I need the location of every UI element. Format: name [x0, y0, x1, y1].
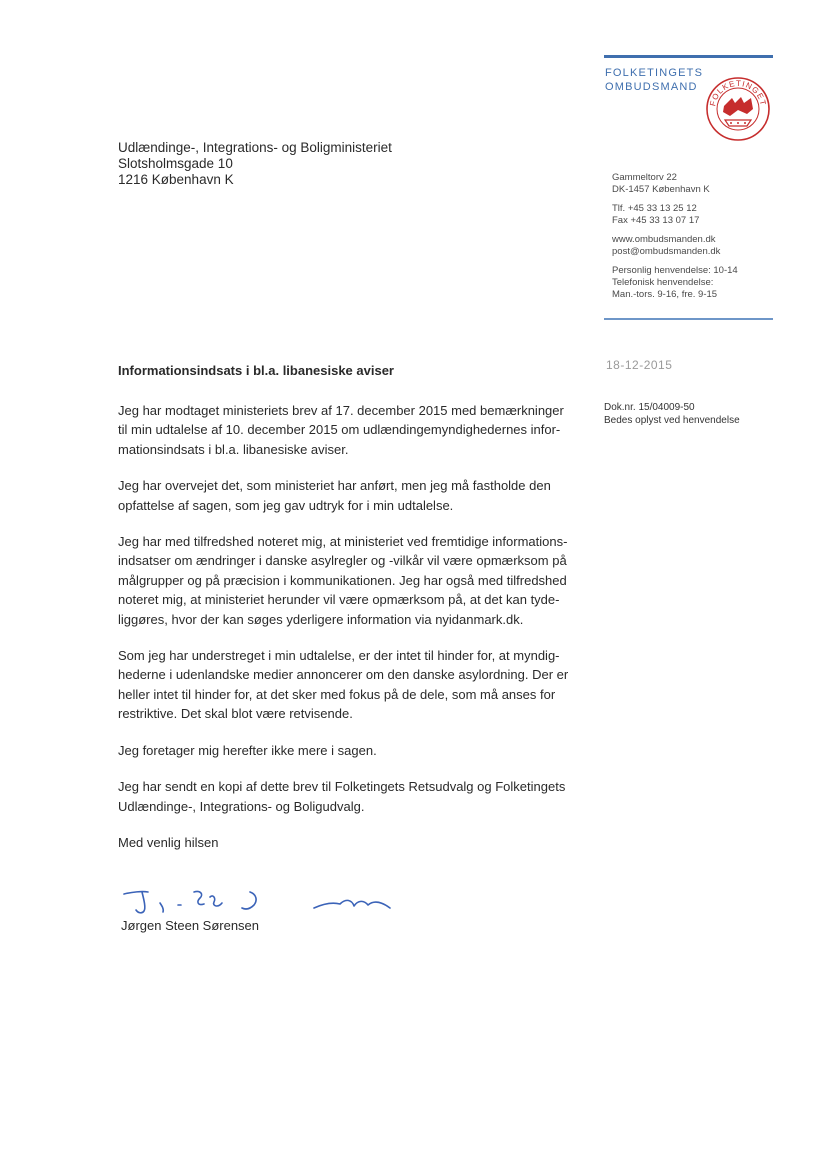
- contact-details: [612, 172, 738, 308]
- recipient-address: [118, 140, 392, 188]
- paragraph-line: Udlændinge-, Integrations- og Boligudvalg.: [118, 798, 365, 814]
- paragraph-6: [118, 777, 588, 816]
- document-number: Dok.nr. 15/04009-50: [604, 402, 695, 413]
- handwritten-signature: [118, 878, 408, 918]
- paragraph-line: Jeg har sendt en kopi af dette brev til Folketingets Retsudvalg og Folketingets: [118, 779, 566, 795]
- contact-hours-2: Telefonisk henvendelse:: [612, 277, 714, 288]
- contact-address-2: DK-1457 København K: [612, 184, 710, 195]
- paragraph-line: Jeg foretager mig herefter ikke mere i sagen.: [118, 742, 377, 758]
- paragraph-4: [118, 646, 588, 724]
- contact-rule: [604, 318, 773, 320]
- paragraph-line: opfattelse af sagen, som jeg gav udtryk for i min udtalelse.: [118, 497, 454, 513]
- org-line-1: FOLKETINGETS: [605, 67, 704, 79]
- closing: [118, 833, 588, 852]
- paragraph-line: målgrupper og på præcision i kommunikationen. Jeg har også med tilfredshed: [118, 572, 567, 588]
- paragraph-line: indsatser om ændringer i danske asylregler og -vilkår vil være opmærksom på: [118, 553, 567, 569]
- letter-body: [118, 401, 588, 869]
- paragraph-line: noteret mig, at ministeriet herunder vil være opmærksom på, at det kan tyde-: [118, 592, 560, 608]
- paragraph-line: Som jeg har understreget i min udtalelse, er der intet til hinder for, at myndig-: [118, 648, 560, 664]
- recipient-line-2: Slotsholmsgade 10: [118, 156, 233, 171]
- paragraph-line: liggøres, hvor der kan søges yderligere information via nyidanmark.dk.: [118, 611, 524, 627]
- contact-hours-1: Personlig henvendelse: 10-14: [612, 265, 738, 276]
- paragraph-line: hederne i udenlandske medier annoncerer om den danske asylordning. Der er: [118, 667, 569, 683]
- contact-email: post@ombudsmanden.dk: [612, 246, 721, 257]
- recipient-line-1: Udlændinge-, Integrations- og Boligministeriet: [118, 140, 392, 155]
- organization-name: [605, 66, 715, 94]
- paragraph-2: [118, 476, 588, 515]
- signer-name: Jørgen Steen Sørensen: [121, 918, 260, 933]
- contact-hours-3: Man.-tors. 9-16, fre. 9-15: [612, 289, 718, 300]
- recipient-line-3: 1216 København K: [118, 172, 234, 187]
- paragraph-line: Jeg har modtaget ministeriets brev af 17. december 2015 med bemærkninger: [118, 403, 564, 418]
- paragraph-line: til min udtalelse af 10. december 2015 om udlændingemyndighedernes infor-: [118, 422, 561, 438]
- paragraph-5: [118, 741, 588, 760]
- org-line-2: OMBUDSMAND: [605, 81, 698, 93]
- paragraph-line: restriktive. Det skal blot være retvisende.: [118, 706, 353, 722]
- contact-address-1: Gammeltorv 22: [612, 172, 677, 183]
- paragraph-line: mationsindsats i bl.a. libanesiske aviser.: [118, 441, 349, 457]
- letter-date: 18-12-2015: [606, 358, 673, 372]
- paragraph-1: [118, 401, 588, 459]
- contact-fax: Fax +45 33 13 07 17: [612, 215, 700, 226]
- paragraph-line: Jeg har overvejet det, som ministeriet har anført, men jeg må fastholde den: [118, 478, 551, 494]
- document-reference: [604, 401, 740, 427]
- header-rule: [604, 55, 773, 58]
- svg-text:FOLKETINGET: FOLKETINGET: [708, 78, 768, 107]
- contact-website: www.ombudsmanden.dk: [612, 234, 716, 245]
- paragraph-line: Jeg har med tilfredshed noteret mig, at ministeriet ved fremtidige informations-: [118, 534, 568, 550]
- letter-subject: Informationsindsats i bl.a. libanesiske aviser: [118, 363, 394, 378]
- reference-note: Bedes oplyst ved henvendelse: [604, 415, 740, 426]
- ombudsman-seal-logo: [705, 76, 771, 142]
- closing-line: Med venlig hilsen: [118, 834, 219, 850]
- paragraph-line: heller intet til hinder for, at det sker med fokus på de dele, som må anses for: [118, 686, 556, 702]
- contact-phone: Tlf. +45 33 13 25 12: [612, 203, 697, 214]
- paragraph-3: [118, 532, 588, 629]
